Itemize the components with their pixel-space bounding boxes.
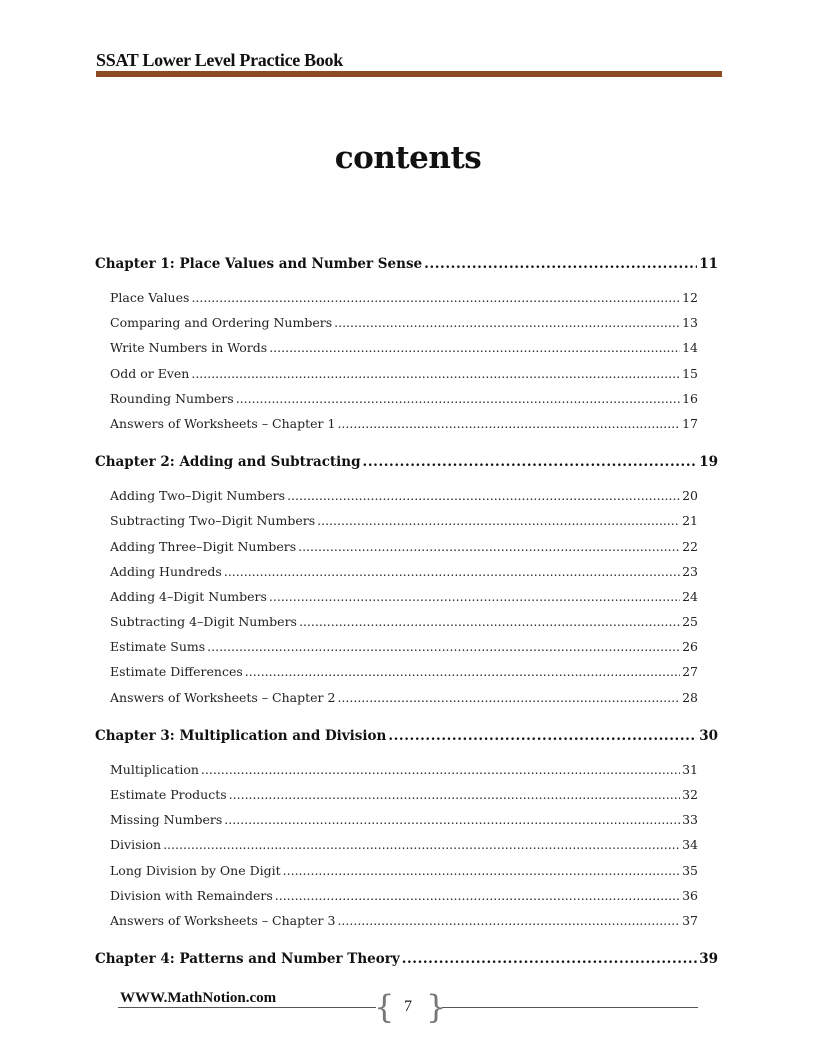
section-title: Multiplication xyxy=(110,761,199,777)
dot-leader xyxy=(201,762,680,777)
dot-leader xyxy=(275,888,680,903)
section-page-number: 14 xyxy=(682,340,698,356)
toc-section-entry xyxy=(95,664,720,689)
section-title: Subtracting Two–Digit Numbers xyxy=(110,513,316,529)
dot-leader xyxy=(191,366,680,381)
toc-chapter-entry xyxy=(95,951,720,976)
dot-leader xyxy=(245,664,680,679)
toc-section-entry xyxy=(95,416,720,441)
dot-leader xyxy=(424,256,697,272)
toc-section-entry xyxy=(95,290,720,315)
section-title: Long Division by One Digit xyxy=(110,862,281,878)
section-title: Estimate Sums xyxy=(110,639,206,655)
section-title: Division xyxy=(110,837,162,853)
toc-section-entry xyxy=(95,812,720,837)
dot-leader xyxy=(224,812,680,827)
chapter-title: Chapter 3: Multiplication and Division xyxy=(95,727,387,744)
table-of-contents xyxy=(95,256,720,976)
toc-section-entry xyxy=(95,639,720,664)
dot-leader xyxy=(388,728,697,744)
header-rule xyxy=(96,71,722,77)
dot-leader xyxy=(236,391,680,406)
footer-rule-right xyxy=(442,1007,698,1008)
section-page-number: 27 xyxy=(682,664,698,680)
section-page-number: 33 xyxy=(682,812,698,828)
section-page-number: 34 xyxy=(682,837,698,853)
section-title: Odd or Even xyxy=(110,365,190,381)
section-title: Division with Remainders xyxy=(110,887,273,903)
dot-leader xyxy=(337,690,680,705)
toc-chapter-entry xyxy=(95,728,720,753)
section-title: Estimate Differences xyxy=(110,664,243,680)
section-page-number: 21 xyxy=(682,513,698,529)
toc-section-entry xyxy=(95,863,720,888)
section-title: Answers of Worksheets – Chapter 3 xyxy=(110,912,336,928)
left-brace-icon: { xyxy=(374,988,395,1026)
dot-leader xyxy=(207,639,680,654)
toc-section-entry xyxy=(95,513,720,538)
section-page-number: 31 xyxy=(682,761,698,777)
section-title: Answers of Worksheets – Chapter 2 xyxy=(110,689,336,705)
section-page-number: 23 xyxy=(682,563,698,579)
chapter-title: Chapter 4: Patterns and Number Theory xyxy=(95,951,400,968)
right-brace-icon: } xyxy=(426,988,447,1026)
section-page-number: 17 xyxy=(682,415,698,431)
section-title: Write Numbers in Words xyxy=(110,340,268,356)
toc-section-entry xyxy=(95,539,720,564)
toc-section-entry xyxy=(95,762,720,787)
chapter-title: Chapter 1: Place Values and Number Sense xyxy=(95,256,423,272)
toc-chapter-entry xyxy=(95,454,720,479)
section-title: Place Values xyxy=(110,290,190,305)
section-page-number: 24 xyxy=(682,588,698,604)
toc-section-entry xyxy=(95,690,720,715)
section-page-number: 26 xyxy=(682,639,698,655)
dot-leader xyxy=(191,290,680,305)
dot-leader xyxy=(337,416,680,431)
dot-leader xyxy=(287,488,680,503)
page-title: contents xyxy=(334,140,482,176)
section-page-number: 25 xyxy=(682,614,698,630)
dot-leader xyxy=(317,513,680,528)
section-title: Subtracting 4–Digit Numbers xyxy=(110,614,297,630)
section-page-number: 12 xyxy=(682,290,698,305)
toc-section-entry xyxy=(95,913,720,938)
dot-leader xyxy=(337,913,680,928)
dot-leader xyxy=(363,454,698,470)
section-title: Estimate Products xyxy=(110,787,227,802)
dot-leader xyxy=(299,614,680,629)
chapter-page-number: 19 xyxy=(699,454,718,471)
section-page-number: 22 xyxy=(682,538,698,554)
toc-section-entry xyxy=(95,488,720,513)
section-page-number: 28 xyxy=(682,689,698,705)
section-page-number: 37 xyxy=(682,912,698,928)
section-page-number: 15 xyxy=(682,365,698,381)
toc-section-entry xyxy=(95,315,720,340)
toc-section-entry xyxy=(95,564,720,589)
running-header-title: SSAT Lower Level Practice Book xyxy=(96,50,343,70)
toc-section-entry xyxy=(95,366,720,391)
section-title: Adding Two–Digit Numbers xyxy=(110,488,286,504)
dot-leader xyxy=(229,787,680,802)
section-title: Answers of Worksheets – Chapter 1 xyxy=(110,415,336,431)
page-number: 7 xyxy=(404,998,412,1015)
dot-leader xyxy=(402,951,698,967)
chapter-title: Chapter 2: Adding and Subtracting xyxy=(95,454,361,471)
toc-section-entry xyxy=(95,787,720,812)
section-title: Rounding Numbers xyxy=(110,390,234,406)
toc-section-entry xyxy=(95,888,720,913)
section-page-number: 16 xyxy=(682,390,698,406)
footer-rule-left xyxy=(118,1007,376,1008)
dot-leader xyxy=(283,863,680,878)
dot-leader xyxy=(269,589,680,604)
section-title: Comparing and Ordering Numbers xyxy=(110,315,333,331)
dot-leader xyxy=(298,539,680,554)
dot-leader xyxy=(269,340,680,355)
section-page-number: 13 xyxy=(682,315,698,331)
section-page-number: 20 xyxy=(682,488,698,504)
footer-website: WWW.MathNotion.com xyxy=(120,990,277,1006)
toc-section-entry xyxy=(95,837,720,862)
dot-leader xyxy=(163,837,680,852)
toc-section-entry xyxy=(95,391,720,416)
section-title: Adding 4–Digit Numbers xyxy=(110,588,267,604)
chapter-page-number: 39 xyxy=(699,951,718,968)
toc-section-entry xyxy=(95,589,720,614)
toc-section-entry xyxy=(95,614,720,639)
toc-section-entry xyxy=(95,340,720,365)
section-page-number: 32 xyxy=(682,787,698,802)
section-title: Missing Numbers xyxy=(110,812,223,828)
toc-chapter-entry xyxy=(95,256,720,281)
section-page-number: 35 xyxy=(682,862,698,878)
dot-leader xyxy=(224,564,680,579)
section-title: Adding Hundreds xyxy=(110,563,222,579)
dot-leader xyxy=(334,315,680,330)
chapter-page-number: 30 xyxy=(699,727,718,744)
section-page-number: 36 xyxy=(682,887,698,903)
chapter-page-number: 11 xyxy=(699,256,718,272)
section-title: Adding Three–Digit Numbers xyxy=(110,538,297,554)
